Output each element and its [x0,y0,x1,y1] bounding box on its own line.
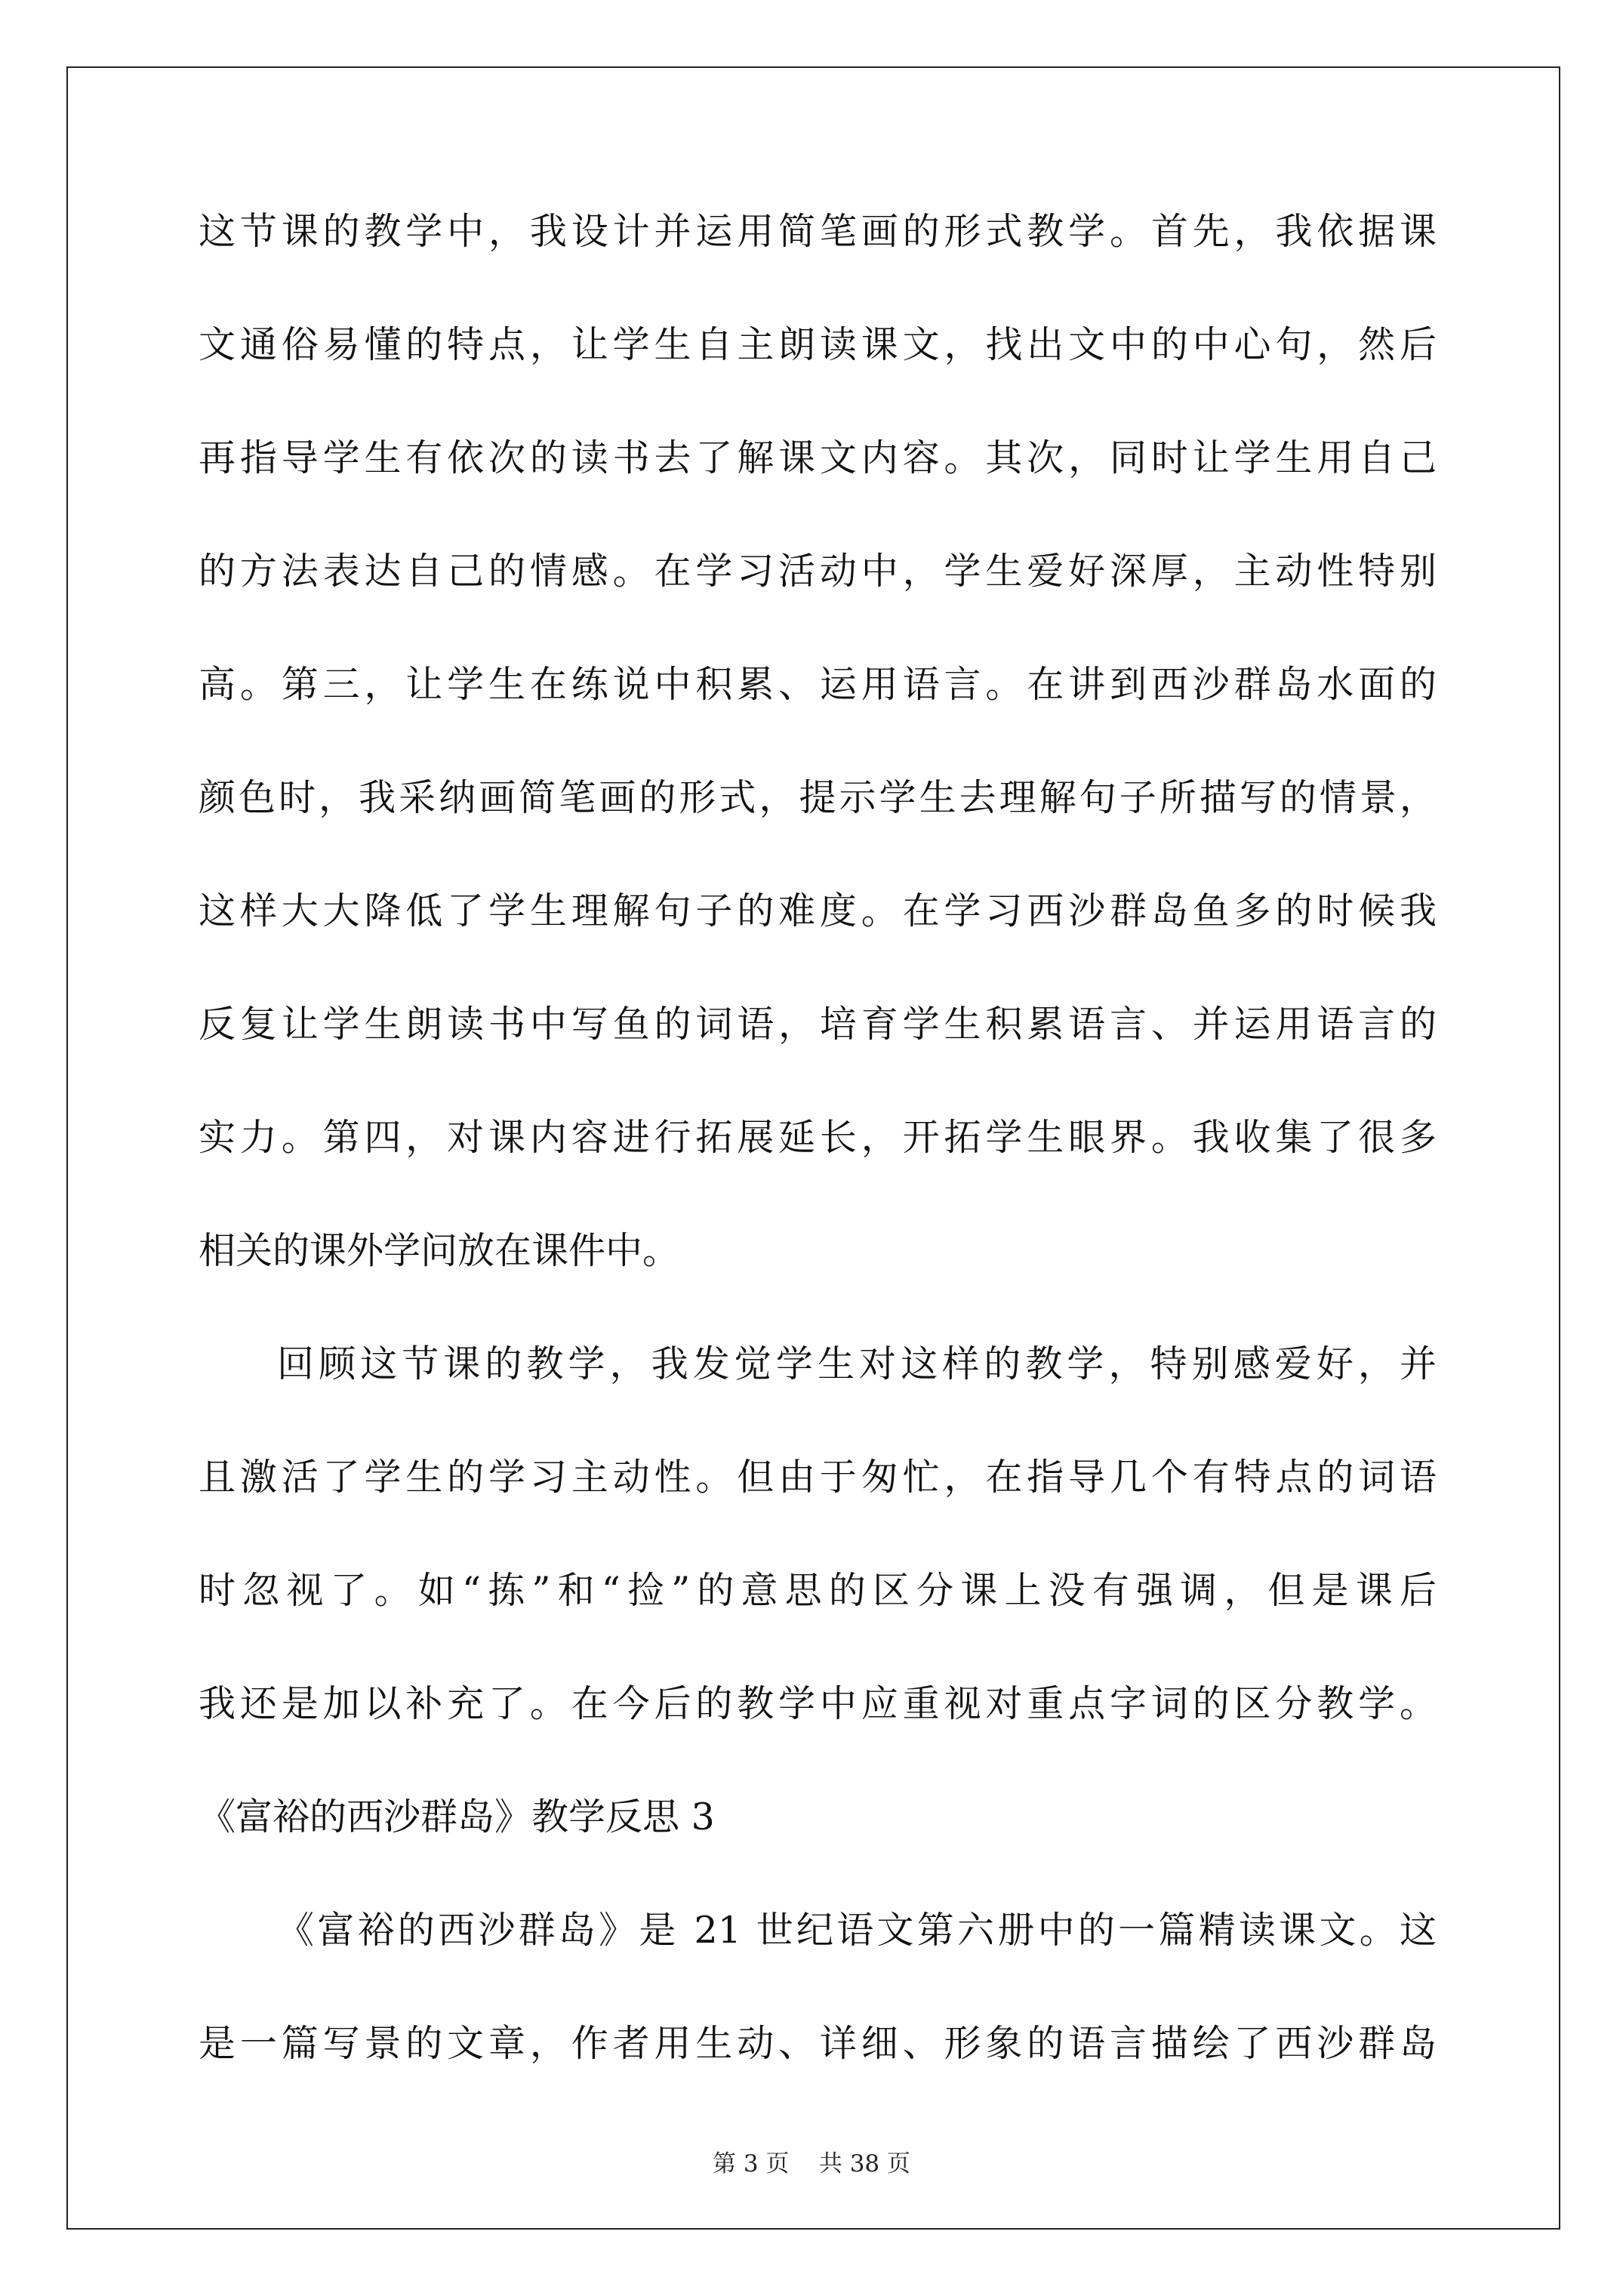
text-line: 回顾这节课的教学，我发觉学生对这样的教学，特别感爱好，并 [277,1342,1437,1385]
page-total: 共 38 页 [818,2150,910,2177]
page-footer [0,2144,1623,2178]
text-line: 时忽视了。如“拣”和“捡”的意思的区分课上没有强调，但是课后 [199,1569,1437,1612]
text-line: 文通俗易懂的特点，让学生自主朗读课文，找出文中的中心句，然后 [199,323,1437,366]
text-line: 《富裕的西沙群岛》是 21 世纪语文第六册中的一篇精读课文。这 [277,1909,1437,1952]
text-line: 反复让学生朗读书中写鱼的词语，培育学生积累语言、并运用语言的 [199,1003,1437,1046]
section-heading: 《富裕的西沙群岛》教学反思 3 [199,1795,715,1838]
text-line: 的方法表达自己的情感。在学习活动中，学生爱好深厚，主动性特别 [199,550,1437,593]
text-line: 相关的课外学问放在课件中。 [199,1229,680,1272]
text-line: 这样大大降低了学生理解句子的难度。在学习西沙群岛鱼多的时候我 [199,889,1437,932]
text-line: 是一篇写景的文章，作者用生动、详细、形象的语言描绘了西沙群岛 [199,2022,1437,2065]
text-line: 颜色时，我采纳画简笔画的形式，提示学生去理解句子所描写的情景， [199,776,1437,819]
text-line: 再指导学生有依次的读书去了解课文内容。其次，同时让学生用自己 [199,436,1437,479]
text-line: 且激活了学生的学习主动性。但由于匆忙，在指导几个有特点的词语 [199,1456,1437,1499]
page-number: 第 3 页 [712,2150,790,2177]
text-line: 这节课的教学中，我设计并运用简笔画的形式教学。首先，我依据课 [199,210,1437,253]
text-line: 高。第三，让学生在练说中积累、运用语言。在讲到西沙群岛水面的 [199,663,1437,706]
text-line: 我还是加以补充了。在今后的教学中应重视对重点字词的区分教学。 [199,1682,1437,1725]
text-line: 实力。第四，对课内容进行拓展延长，开拓学生眼界。我收集了很多 [199,1116,1437,1159]
